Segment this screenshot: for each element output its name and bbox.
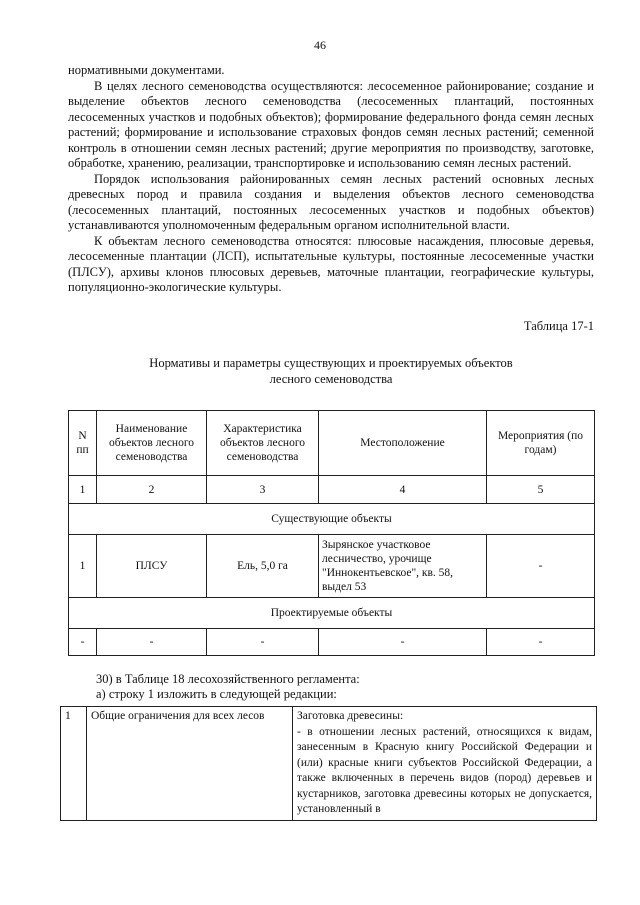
column-number-cell: 1: [69, 476, 97, 504]
table-cell: ПЛСУ: [97, 535, 207, 598]
table-header-row: [69, 411, 595, 476]
restriction-name: Общие ограничения для всех лесов: [87, 707, 293, 821]
item-a: а) строку 1 изложить в следующей редакции:: [96, 687, 337, 701]
table-row: [61, 707, 597, 821]
restriction-text: - в отношении лесных растений, относящихся к видам, занесенным в Красную книгу Российской Федерации и (или) красные книги субъектов Российской Федерации, а также включенных в перечень видов (пород) деревьев и кустарников, заготовка древесины которых не допускается, установленный в: [297, 725, 592, 815]
section-existing-label: Существующие объекты: [69, 504, 595, 535]
document-body: [65, 63, 594, 821]
section-row-existing: [69, 504, 595, 535]
table-cell: -: [207, 629, 319, 656]
seed-objects-table: [68, 410, 595, 656]
table-cell: 1: [69, 535, 97, 598]
section-planned-label: Проектируемые объекты: [69, 598, 595, 629]
table-title: [68, 355, 594, 387]
header-cell: Мероприятия (по годам): [487, 411, 595, 476]
item-30: 30) в Таблице 18 лесохозяйственного регламента:: [96, 672, 360, 686]
amendments-block: [68, 672, 594, 702]
restrictions-table: [60, 706, 597, 821]
table-cell: -: [69, 629, 97, 656]
table-title-line1: Нормативы и параметры существующих и проектируемых объектов: [149, 356, 513, 370]
paragraph-continuation: нормативными документами.: [68, 63, 225, 77]
table-cell: -: [487, 629, 595, 656]
column-number-cell: 5: [487, 476, 595, 504]
paragraph-procedure: Порядок использования районированных семян лесных растений основных лесных древесных пород и правила создания и выделения объектов лесного семеноводства (лесосеменных плантаций, постоянных лесосеменных участков и подобных объектов) устанавливаются уполномоченным федеральным органом исполнительной власти.: [68, 171, 594, 232]
table-cell-location: Зырянское участковое лесничество, урочище "Иннокентьевское", кв. 58, выдел 53: [319, 535, 487, 598]
header-cell: Наименование объектов лесного семеноводства: [97, 411, 207, 476]
restriction-text-cell: [293, 707, 597, 821]
header-cell: Местоположение: [319, 411, 487, 476]
paragraph-objects: К объектам лесного семеноводства относятся: плюсовые насаждения, плюсовые деревья, лесосеменные плантации (ЛСП), испытательные культуры, постоянные лесосеменные участки (ПЛСУ), архивы клонов плюсовых деревьев, маточные плантации, географические культуры, популяционно-экологические культуры.: [68, 233, 594, 294]
restriction-heading: Заготовка древесины:: [297, 710, 404, 722]
page-number: 46: [314, 38, 326, 52]
table-cell: -: [97, 629, 207, 656]
column-number-cell: 4: [319, 476, 487, 504]
table-title-line2: лесного семеноводства: [269, 372, 393, 386]
header-cell: N пп: [69, 411, 97, 476]
table-row: [69, 535, 595, 598]
column-number-row: [69, 476, 595, 504]
header-cell: Характеристика объектов лесного семеноводства: [207, 411, 319, 476]
section-row-planned: [69, 598, 595, 629]
table-cell: -: [319, 629, 487, 656]
table-cell: Ель, 5,0 га: [207, 535, 319, 598]
table-row: [69, 629, 595, 656]
table-label: Таблица 17-1: [523, 318, 594, 333]
restriction-number: 1: [61, 707, 87, 821]
column-number-cell: 3: [207, 476, 319, 504]
column-number-cell: 2: [97, 476, 207, 504]
table-cell: -: [487, 535, 595, 598]
paragraph-seed-measures: В целях лесного семеноводства осуществляются: лесосеменное районирование; создание и выделение объектов лесного семеноводства (лесосеменных плантаций, постоянных лесосеменных участков и подобных объектов); формирование федерального фонда семян лесных растений; формирование и использование страховых фондов семян лесных растений; семенной контроль в отношении семян лесных растений; другие мероприятия по производству, заготовке, обработке, хранению, реализации, транспортировке и использованию семян лесных растений.: [68, 78, 594, 170]
